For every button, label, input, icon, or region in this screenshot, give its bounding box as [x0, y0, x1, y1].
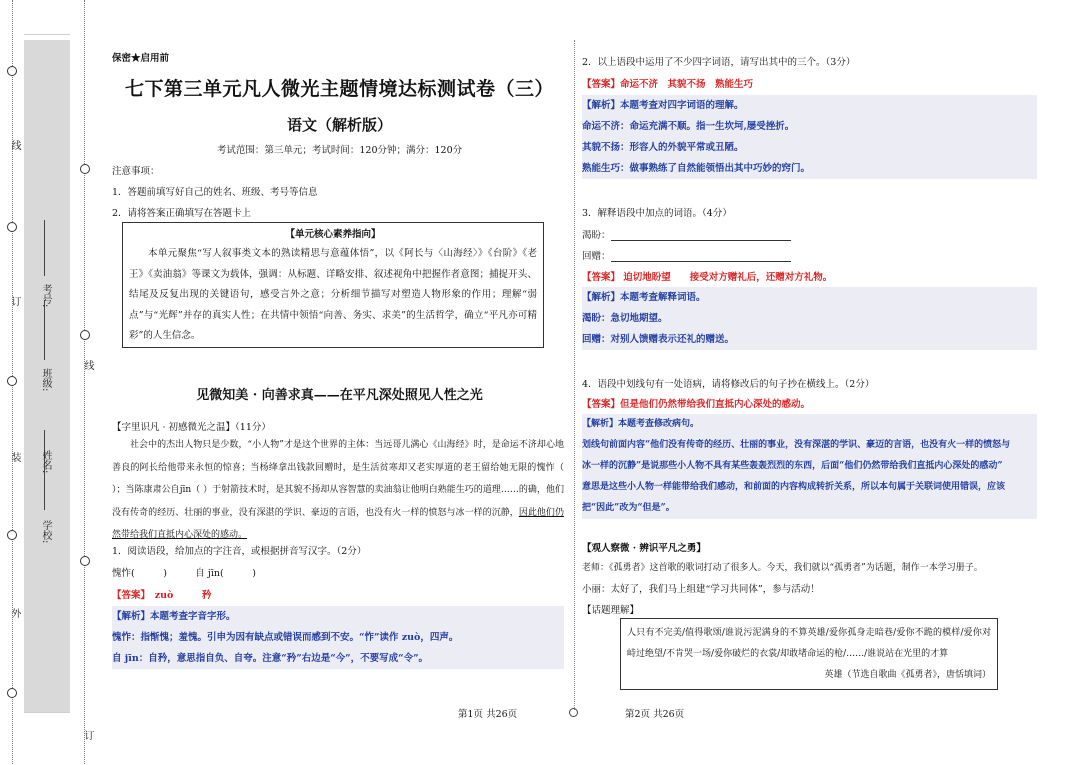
answer-blank[interactable] [611, 230, 791, 241]
inner-hole-icon [80, 556, 90, 566]
binding-hole-icon [7, 222, 17, 232]
page-subtitle: 语文（解析版） [286, 116, 392, 134]
question-4-analysis [582, 414, 1037, 519]
dialog-line: 老师：《孤勇者》这首歌的歌词打动了很多人。今天，我们就以“孤勇者”为话题，制作一本学习册子。 [582, 563, 983, 573]
binding-hole-icon [7, 376, 17, 386]
inner-label-ding: 订 [82, 730, 93, 740]
class-field-label: 班级: [40, 368, 51, 392]
song-source: 英雄（节选自歌曲《孤勇者》，唐恬填词） [824, 670, 991, 680]
binding-label-xian: 线 [9, 140, 20, 150]
exam-info: 考试范围：第三单元；考试时间：120分钟；满分：120分 [216, 145, 463, 156]
core-literacy-box [122, 222, 544, 348]
binding-hole-icon [7, 688, 17, 698]
inner-hole-icon [80, 164, 90, 174]
question-3: 3．解释语段中加点的词语。（4分） [582, 208, 732, 219]
song-lyrics: 人只有不完美/值得歌颂/谁说污泥满身的不算英雄/爱你孤身走暗巷/爱你不跪的模样/爱你对峙过绝望/不肯哭一场/爱你破烂的衣裳/却敢堵命运的枪/……/谁说站在光里的才算 [627, 628, 991, 659]
binding-band-top [24, 0, 70, 35]
exam-no-field-label: 考号: [40, 284, 51, 308]
question-1-items: 愧怍( ) 自 jīn( ) [112, 568, 256, 579]
analysis-line: 渴盼：急切地期望。 [582, 313, 668, 324]
exam-no-field-line[interactable] [44, 220, 45, 276]
question-2-analysis [582, 95, 1037, 179]
analysis-line: 【解析】本题考查解释词语。 [582, 292, 706, 303]
core-literacy-title: 【单元核心素养指向】 [285, 229, 381, 240]
binding-hole-icon [7, 530, 17, 540]
question-4-answer: 【答案】但是他们仍然带给我们直抵内心深处的感动。 [582, 399, 811, 410]
analysis-line: 【解析】本题考查对四字词语的理解。 [582, 100, 744, 111]
analysis-line: 划线句前面内容“他们没有传奇的经历、壮丽的事业，没有深湛的学识、豪迈的言语，也没有火一样的愤怒与 [582, 440, 1011, 450]
notice-item: 2．请将答案正确填写在答题卡上 [112, 208, 252, 219]
analysis-line: 熟能生巧：做事熟练了自然能领悟出其中巧妙的窍门。 [582, 163, 811, 174]
reading-text: 社会中的杰出人物只是少数，“小人物”才是这个世界的主体：当远哥儿满心《山海经》时，是命运不济却心地善良的阿长给他带来永恒的惊喜；当杨绛拿出钱款回赠时，是生活贫寒却又老实厚道的老王留给她无限的愧怍（ ）；当陈康肃公自jīn（ ）于射箭技术时，是其貌不扬却从容智慧的卖油翁让他明白熟能生巧的道理……的确，他们没有传奇的经历、壮丽的事业，没有深湛的学识、豪迈的言语，也没有火一样的愤怒与冰一样的沉静， [112, 440, 564, 518]
dialog-line: 小丽：太好了，我们马上组建“学习共同体”，参与活动！ [582, 584, 820, 595]
analysis-line: 冰一样的沉静”是说那些小人物不具有某些轰轰烈烈的东西，后面“他们仍然带给我们直抵内心深处的感动” [582, 461, 1003, 471]
song-lyrics-box [620, 618, 998, 690]
blank-label: 渴盼： [582, 230, 611, 241]
question-3-blank-2 [582, 248, 791, 262]
analysis-line: 其貌不扬：形容人的外貌平常或丑陋。 [582, 142, 744, 153]
analysis-line: 回赠：对别人馈赠表示还礼的赠送。 [582, 334, 735, 345]
analysis-line: 【解析】本题考查修改病句。 [582, 419, 700, 429]
binding-label-wai: 外 [9, 608, 20, 618]
topic-title: 【话题理解】 [582, 605, 640, 616]
question-3-answer: 【答案】 迫切地盼望 接受对方赠礼后，还赠对方礼物。 [582, 272, 833, 283]
page-footer: 第1页 共26页 [458, 709, 518, 720]
notice-title: 注意事项： [112, 166, 160, 177]
notice-item: 1．答题前填写好自己的姓名、班级、考号等信息 [112, 187, 318, 198]
binding-band-bottom [24, 712, 70, 765]
analysis-line: 自 jīn：自矜，意思指自负、自夸。注意“矜”右边是“今”，不要写成“令”。 [112, 653, 429, 664]
question-2-answer: 【答案】命运不济 其貌不扬 熟能生巧 [582, 79, 754, 90]
answer-blank[interactable] [611, 251, 791, 262]
question-3-analysis [582, 287, 1037, 350]
question-3-blank-1 [582, 227, 791, 241]
reading-passage [112, 434, 564, 547]
page-footer: 第2页 共26页 [625, 709, 685, 720]
question-2: 2．以上语段中运用了不少四字词语，请写出其中的三个。（3分） [582, 57, 856, 68]
page-divider [574, 40, 575, 710]
question-1: 1．阅读语段，给加点的字注音，或根据拼音写汉字。（2分） [112, 546, 367, 557]
center-mark-icon [569, 708, 578, 717]
core-literacy-text: 本单元聚焦“写人叙事类文本的熟读精思与意蕴体悟”，以《阿长与〈山海经〉》《台阶》《老王》《卖油翁》等课文为载体，强调：从标题、详略安排、叙述视角中把握作者意图；捕捉开头、结尾及反复出现的关键语句，感受言外之意；分析细节描写对塑造人物形象的作用；理解“弱点”与“光辉”并存的真实人性；在共情中领悟“向善、务实、求美”的生活哲学，确立“平凡亦可精彩”的人生信念。 [129, 248, 537, 341]
blank-label: 回赠： [582, 251, 611, 262]
analysis-line: 意思是这些小人物一样能带给我们感动，和前面的内容构成转折关系，所以本句属于关联词使用错误，应该 [582, 482, 1006, 492]
inner-dotted-line [84, 0, 85, 764]
binding-label-zhuang: 装 [9, 452, 20, 462]
question-1-answer: 【答案】 zuò 矜 [112, 590, 212, 601]
part-2-title: 【观人察微 · 辨识平凡之勇】 [582, 543, 706, 554]
analysis-line: 命运不济：命运充满不顺。指一生坎坷,屡受挫折。 [582, 121, 795, 132]
binding-label-ding: 订 [9, 296, 20, 306]
class-field-line[interactable] [44, 300, 45, 360]
inner-hole-icon [80, 330, 90, 340]
secret-label: 保密★启用前 [112, 53, 170, 64]
question-4: 4．语段中划线句有一处语病，请将修改后的句子抄在横线上。（2分） [582, 379, 875, 390]
binding-hole-icon [7, 66, 17, 76]
analysis-line: 【解析】本题考查字音字形。 [112, 611, 236, 622]
school-field-label: 学校: [40, 520, 51, 544]
page-title: 七下第三单元凡人微光主题情境达标测试卷（三） [124, 78, 554, 100]
question-1-analysis [112, 606, 564, 669]
part-title: 【字里识凡 · 初感微光之温】（11分） [112, 422, 271, 433]
inner-label-xian: 线 [82, 360, 93, 370]
section-title: 见微知美 · 向善求真——在平凡深处照见人性之光 [196, 388, 483, 403]
underlined-sentence: 因此他们仍然带给我们直抵内心深处的感动。 [112, 507, 564, 540]
analysis-line: 把“因此”改为“但是”。 [582, 503, 675, 513]
name-field-label: 姓名: [40, 450, 51, 474]
analysis-line: 愧怍：指惭愧；羞愧。引申为因有缺点或错误而感到不安。“怍”读作 zuò，四声。 [112, 632, 459, 643]
